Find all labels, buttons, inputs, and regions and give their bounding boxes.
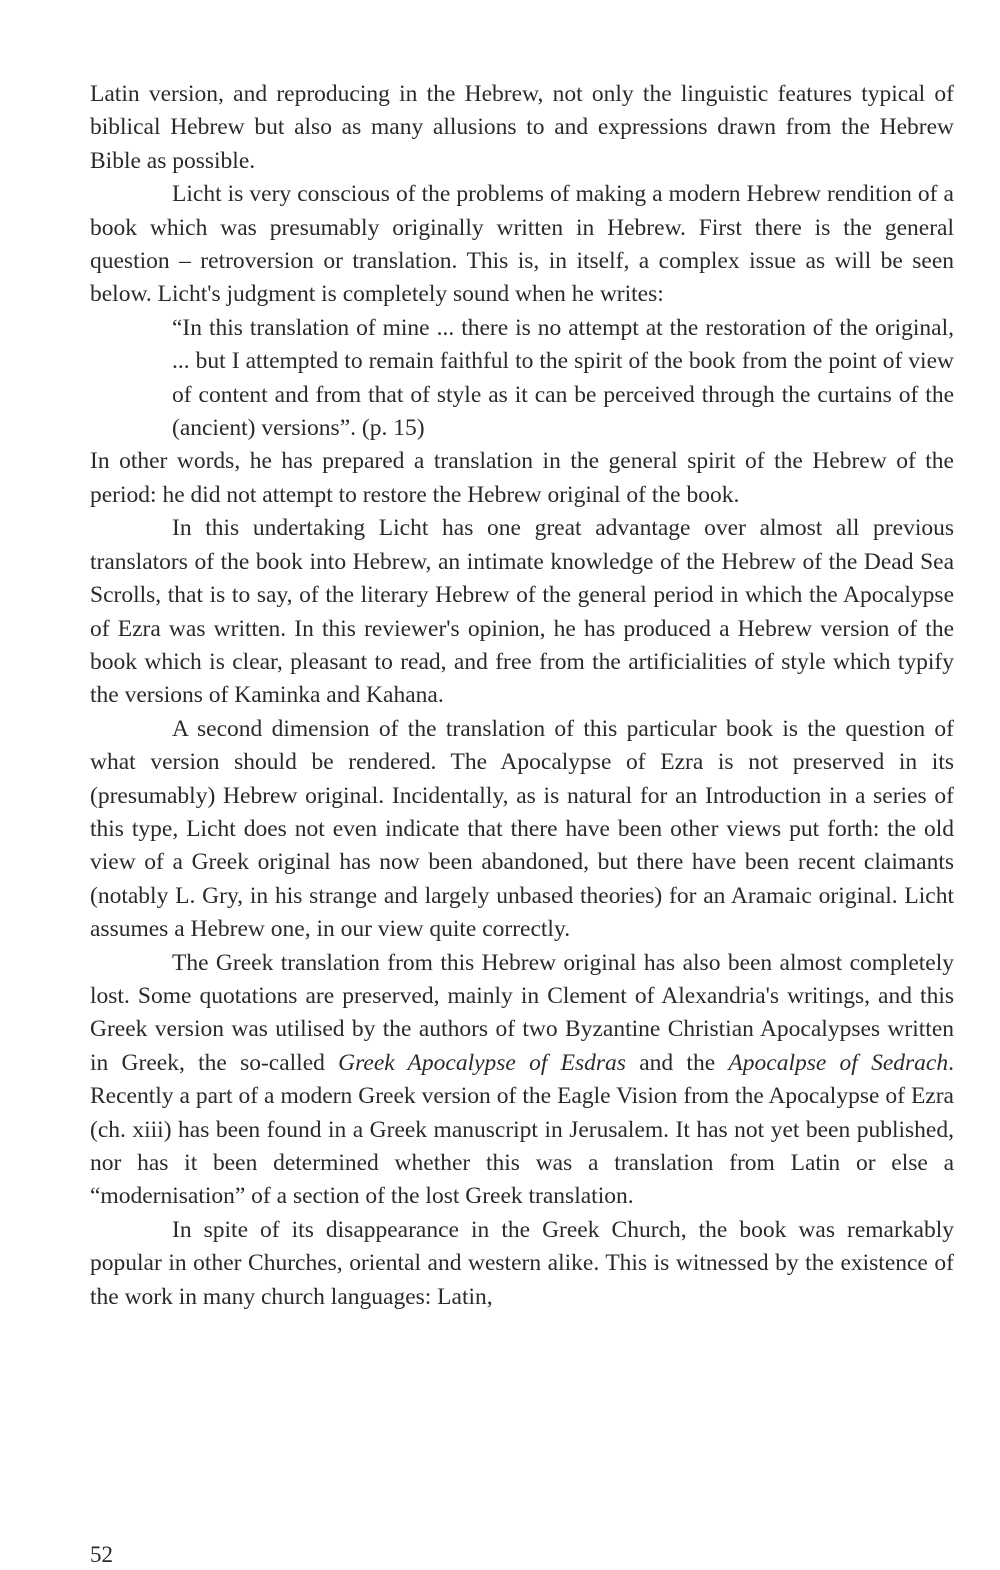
text-run: and the	[625, 1049, 729, 1076]
italic-title-greek-apocalypse: Greek Apocalypse of Esdras	[338, 1049, 626, 1076]
paragraph-in-other-words: In other words, he has prepared a translation in the general spirit of the Hebrew of the period: he did not attempt to restore the Hebrew original of the book.	[90, 448, 954, 508]
text-run: The Greek translation from this Hebrew original has also been almost completely lost. Some quotations are preserved, mainly in Clement of Alexandria's writings, and this Greek version was utilised by the authors of two Byzantine Christian Apocalypses written in Greek, the so-called	[90, 949, 954, 1076]
paragraph-in-spite: In spite of its disappearance in the Greek Church, the book was remarkably popular in other Churches, oriental and western alike. This is witnessed by the existence of the work in many church languages: Latin,	[90, 1216, 954, 1310]
body-text	[90, 78, 954, 1314]
text-run: . Recently a part of a modern Greek version of the Eagle Vision from the Apocalypse of Ezra (ch. xiii) has been found in a Greek manuscript in Jerusalem. It has not yet been published, nor has it been determined whether this was a translation from Latin or else a “modernisation” of a section of the lost Greek translation.	[90, 1049, 954, 1210]
paragraph-undertaking: In this undertaking Licht has one great advantage over almost all previous translators of the book into Hebrew, an intimate knowledge of the Hebrew of the Dead Sea Scrolls, that is to say, of the literary Hebrew of the general period in which the Apocalypse of Ezra was written. In this reviewer's opinion, he has produced a Hebrew version of the book which is clear, pleasant to read, and free from the artificialities of style which typify the versions of Kaminka and Kahana.	[90, 515, 954, 709]
paragraph-second-dimension: A second dimension of the translation of this particular book is the question of what version should be rendered. The Apocalypse of Ezra is not preserved in its (presumably) Hebrew original. Incidentally, as is natural for an Introduction in a series of this type, Licht does not even indicate that there have been other views put forth: the old view of a Greek original has now been abandoned, but there have been recent claimants (notably L. Gry, in his strange and largely unbased theories) for an Aramaic original. Licht assumes a Hebrew one, in our view quite correctly.	[90, 715, 954, 943]
paragraph-continuation: Latin version, and reproducing in the Hebrew, not only the linguistic features typical of biblical Hebrew but also as many allusions to and expressions drawn from the Hebrew Bible as possible.	[90, 81, 954, 174]
paragraph-licht-conscious: Licht is very conscious of the problems of making a modern Hebrew rendition of a book which was presumably originally written in Hebrew. First there is the general question – retroversion or translation. This is, in itself, a complex issue as will be seen below. Licht's judgment is completely sound when he writes:	[90, 181, 954, 308]
paragraph-greek-translation	[90, 947, 954, 1214]
block-quote: “In this translation of mine ... there is no attempt at the restoration of the original, ... but I attempted to remain faithful to the spirit of the book from the point of view of content and from that of style as it can be perceived through the curtains of the (ancient) versions”. (p. 15)	[172, 314, 954, 442]
italic-title-sedrach: Apocalpse of Sedrach	[728, 1049, 949, 1076]
page-number: 52	[90, 1542, 113, 1567]
